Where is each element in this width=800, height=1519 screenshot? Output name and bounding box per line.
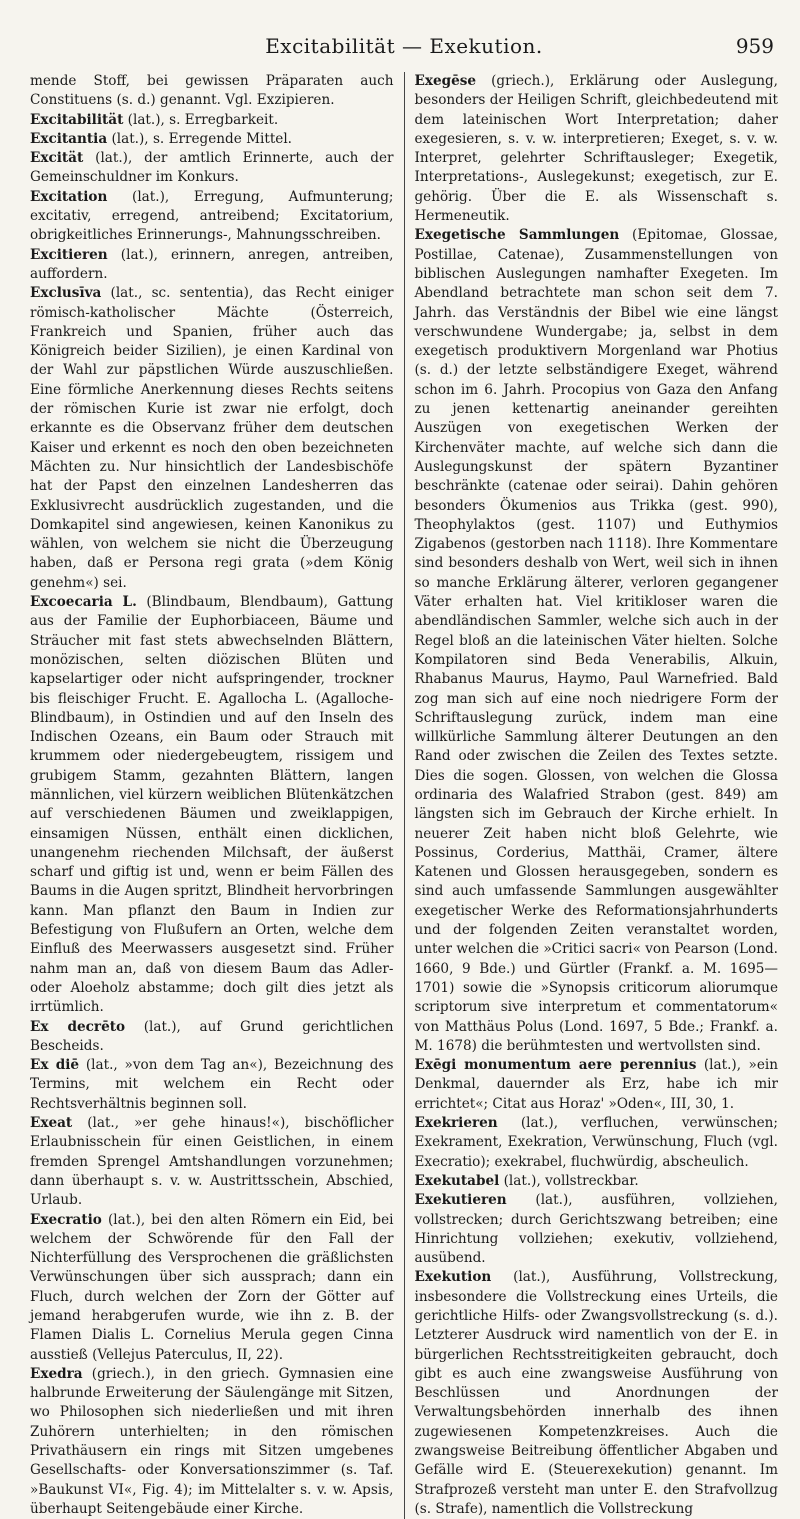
dictionary-entry (30, 1018, 394, 1057)
entry-definition: (griech.), Erklärung oder Auslegung, besonders der Heiligen Schrift, gleichbedeutend mit dem lateinischen Wort Interpretation; daher exegesieren, s. v. w. interpretieren; Exeget, s. v. w. Interpret, gelehrter Schriftausleger; Exegetik, Interpretations-, Auslegekunst; exegetisch, zur E. gehörig. Über die E. als Wissenschaft s. Hermeneutik. (414, 73, 778, 225)
entry-definition: (lat.), verfluchen, verwünschen; Exekrament, Exekration, Verwünschung, Fluch (vgl. Execratio); exekrabel, fluchwürdig, abscheulich. (414, 1115, 778, 1170)
entry-headword: Excitantia (30, 130, 108, 147)
entry-headword: Exegetische Sammlungen (414, 227, 620, 244)
dictionary-entry (414, 1191, 778, 1268)
entry-definition: (lat.), ausführen, vollziehen, vollstrecken; durch Gerichtszwang betreiben; eine Hinrichtung vollziehen; exekutiv, vollziehend, ausübend. (414, 1192, 778, 1267)
dictionary-entry (414, 1114, 778, 1172)
entry-definition: (lat.), s. Erregbarkeit. (123, 111, 279, 128)
entry-definition: (lat.), Ausführung, Vollstreckung, insbesondere die Vollstreckung eines Urteils, die gerichtliche Hilfs- oder Zwangsvollstreckung (s. d.). Letzterer Ausdruck wird namentlich von der E. in bürgerlichen Rechtsstreitigkeiten gebraucht, doch gibt es auch eine zwangsweise Ausführung von Beschlüssen und Anordnungen der Verwaltungsbehörden innerhalb des ihnen zugewiesenen Kompetenzkreises. Auch die zwangsweise Beitreibung öffentlicher Abgaben und Gefälle wird E. (Steuerexekution) genannt. Im Strafprozeß versteht man unter E. den Strafvollzug (s. Strafe), namentlich die Vollstreckung (414, 1269, 778, 1517)
column-divider (404, 72, 405, 1519)
entry-headword: Excitieren (30, 246, 108, 263)
dictionary-entry (30, 1365, 394, 1519)
dictionary-entry (414, 1056, 778, 1114)
dictionary-entry (414, 226, 778, 1056)
dictionary-entry (30, 593, 394, 1018)
entry-headword: Exclusīva (30, 285, 102, 302)
dictionary-entry (30, 1114, 394, 1210)
entry-definition: (Epitomae, Glossae, Postillae, Catenae), Zusammenstellungen von biblischen Auslegungen namhafter Exegeten. Im Abendland betrachtete man schon seit dem 7. Jahrh. das Verständnis der Bibel wie eine längst verschwundene Wundergabe; ja, selbst in dem exegetisch produktivern Morgenland war Photius (s. d.) der letzte selbständigere Exeget, während schon im 6. Jahrh. Procopius von Gaza den Anfang zu jenen kettenartig aneinander gereihten Auszügen von exegetischen Werken der Kirchenväter machte, auf welche sich dann die Auslegungskunst der spätern Byzantiner beschränkte (catenae oder seirai). Dahin gehören besonders Ökumenios aus Trikka (gest. 990), Theophylaktos (gest. 1107) und Euthymios Zigabenos (gestorben nach 1118). Ihre Kommentare sind besonders deshalb von Wert, weil sich in ihnen so manche Erklärung älterer, verloren gegangener Väter erhalten hat. Viel kritikloser waren die abendländischen Sammler, welche sich auch in der Regel bloß an die lateinischen Väter hielten. Solche Kompilatoren sind Beda Venerabilis, Alkuin, Rhabanus Maurus, Haymo, Paul Warnefried. Bald zog man sich auf eine noch niedrigere Form der Schriftauslegung zurück, indem man eine willkürliche Sammlung älterer Deutungen an den Rand oder zwischen die Zeilen des Textes setzte. Dies die sogen. Glossen, von welchen die Glossa ordinaria des Walafried Strabon (gest. 849) am längsten sich im Gebrauch der Kirche erhielt. In neuerer Zeit haben nicht bloß Gelehrte, wie Possinus, Corderius, Matthäi, Cramer, ältere Katenen und Glossen herausgegeben, sondern es sind auch umfassende Sammlungen ausgewählter exegetischer Werke des Reformationsjahrhunderts und der folgenden Zeiten veranstaltet worden, unter welchen die »Critici sacri« von Pearson (Lond. 1660, 9 Bde.) und Gürtler (Frankf. a. M. 1695—1701) sowie die »Synopsis criticorum aliorumque scriptorum sive interpretum et commentatorum« von Matthäus Polus (Lond. 1697, 5 Bde.; Frankf. a. M. 1678) die berühmtesten und wertvollsten sind. (414, 227, 778, 1054)
entry-definition: (lat.), erinnern, anregen, antreiben, auffordern. (30, 246, 394, 282)
entry-definition: (lat., »er gehe hinaus!«), bischöflicher Erlaubnisschein für einen Geistlichen, in einem fremden Sprengel Amtshandlungen vorzunehmen; dann überhaupt s. v. w. Austrittsschein, Abschied, Urlaub. (30, 1115, 394, 1209)
entry-headword: Exedra (30, 1365, 83, 1382)
entry-definition: (lat.), s. Erregende Mittel. (107, 130, 293, 147)
entry-definition: (lat.), Erregung, Aufmunterung; excitativ, erregend, antreibend; Excitatorium, obrigkeitliches Erinnerungs-, Mahnungsschreiben. (30, 188, 394, 244)
entry-headword: Exekution (414, 1269, 492, 1286)
entry-definition: (griech.), in den griech. Gymnasien eine halbrunde Erweiterung der Säulengänge mit Sitzen, wo Philosophen sich niederließen und mit ihren Zuhörern unterhielten; in den römischen Privathäusern ein rings mit Sitzen umgebenes Gesellschafts- oder Konversationszimmer (s. Taf. »Baukunst VI«, Fig. 4); im Mittelalter s. v. w. Apsis, überhaupt Seitengebäude einer Kirche. (30, 1365, 394, 1517)
dictionary-entry (414, 1268, 778, 1519)
entry-headword: Exēgi monumentum aere perennius (414, 1057, 697, 1074)
dictionary-entry (30, 284, 394, 593)
entry-headword: Excitation (30, 188, 108, 205)
dictionary-entry (414, 72, 778, 226)
dictionary-entry (414, 1172, 778, 1191)
dictionary-entry (30, 1211, 394, 1365)
dictionary-entry (30, 130, 394, 149)
entry-definition: (lat.), auf Grund gerichtlichen Bescheids. (30, 1018, 394, 1054)
entry-definition: (lat.), »ein Denkmal, dauernder als Erz, habe ich mir errichtet«; Citat aus Horaz' »Oden«, III, 30, 1. (414, 1057, 778, 1112)
entry-headword: Exekutieren (414, 1192, 507, 1209)
entry-headword: Excität (30, 150, 84, 167)
dictionary-entry (30, 111, 394, 130)
entry-headword: Excoecaria L. (30, 594, 137, 611)
entry-definition: (lat.), vollstreckbar. (499, 1172, 639, 1189)
right-column (414, 72, 778, 1519)
entry-headword: Exeat (30, 1115, 73, 1132)
page-number: 959 (735, 34, 774, 58)
text-columns (30, 72, 778, 1519)
entry-definition: (Blindbaum, Blendbaum), Gattung aus der Familie der Euphorbiaceen, Bäume und Sträucher mit fast stets abwechselnden Blättern, monözischen, selten diözischen Blüten und kapselartiger oder nicht aufspringender, trockner bis fleischiger Frucht. E. Agallocha L. (Agalloche-Blindbaum), in Ostindien und auf den Inseln des Indischen Ozeans, ein Baum oder Strauch mit krummem oder niedergebeugtem, rissigem und grubigem Stamm, gezahnten Blättern, langen männlichen, viel kürzern weiblichen Blütenkätzchen auf verschiedenen Bäumen und zweiklappigen, einsamigen Nüssen, enthält einen dicklichen, unangenehm riechenden Milchsaft, der äußerst scharf und giftig ist und, wenn er beim Fällen des Baums in die Augen spritzt, Blindheit hervorbringen kann. Man pflanzt den Baum in Indien zur Befestigung von Flußufern an Orten, welche dem Einfluß des Meerwassers ausgesetzt sind. Früher nahm man an, daß von diesem Baum das Adler- oder Aloeholz abstamme; doch gilt dies jetzt als irrtümlich. (30, 594, 394, 1016)
running-title: Excitabilität — Exekution. (265, 34, 543, 58)
entry-headword: Ex diē (30, 1057, 80, 1074)
dictionary-entry (30, 246, 394, 285)
entry-definition: (lat.), der amtlich Erinnerte, auch der Gemeinschuldner im Konkurs. (30, 150, 394, 186)
entry-headword: Exekutabel (414, 1172, 500, 1189)
continuation-text: mende Stoff, bei gewissen Präparaten auch Constituens (s. d.) genannt. Vgl. Exzipieren. (30, 73, 394, 109)
entry-headword: Exegēse (414, 73, 477, 89)
entry-headword: Excitabilität (30, 111, 124, 128)
entry-definition: (lat., sc. sententia), das Recht einiger römisch-katholischer Mächte (Österreich, Frankreich und Spanien, früher auch das Königreich beider Sizilien), je einen Kardinal von der Wahl zur päpstlichen Würde auszuschließen. Eine förmliche Anerkennung dieses Rechts seitens der römischen Kurie ist zwar nie erfolgt, doch erkannte es die Observanz früher dem deutschen Kaiser und erkennt es noch den oben bezeichneten Mächten zu. Nur hinsichtlich der Landesbischöfe hat der Papst den einzelnen Landesherren das Exklusivrecht ausdrücklich zugestanden, und die Domkapitel sind angewiesen, keinen Kanonikus zu wählen, von welchem sie nicht die Überzeugung haben, daß er Persona regi grata (»dem König genehm«) sei. (30, 285, 394, 591)
dictionary-entry (30, 1056, 394, 1114)
dictionary-entry (30, 188, 394, 246)
entry-definition: (lat.), bei den alten Römern ein Eid, bei welchem der Schwörende für den Fall der Nichterfüllung des Versprochenen die gräßlichsten Verwünschungen über sich aussprach; dann ein Fluch, durch welchen der Zorn der Götter auf jemand herabgerufen wurde, wie ihn z. B. der Flamen Dialis L. Cornelius Merula gegen Cinna ausstieß (Vellejus Paterculus, II, 22). (30, 1211, 394, 1363)
left-column (30, 72, 394, 1519)
page-header (30, 30, 778, 64)
dictionary-entry (30, 149, 394, 188)
entry-headword: Ex decrēto (30, 1018, 126, 1035)
entry-headword: Exekrieren (414, 1115, 498, 1132)
entry-headword: Execratio (30, 1211, 102, 1228)
entry-definition: (lat., »von dem Tag an«), Bezeichnung des Termins, mit welchem ein Recht oder Rechtsverhältnis beginnen soll. (30, 1057, 394, 1112)
